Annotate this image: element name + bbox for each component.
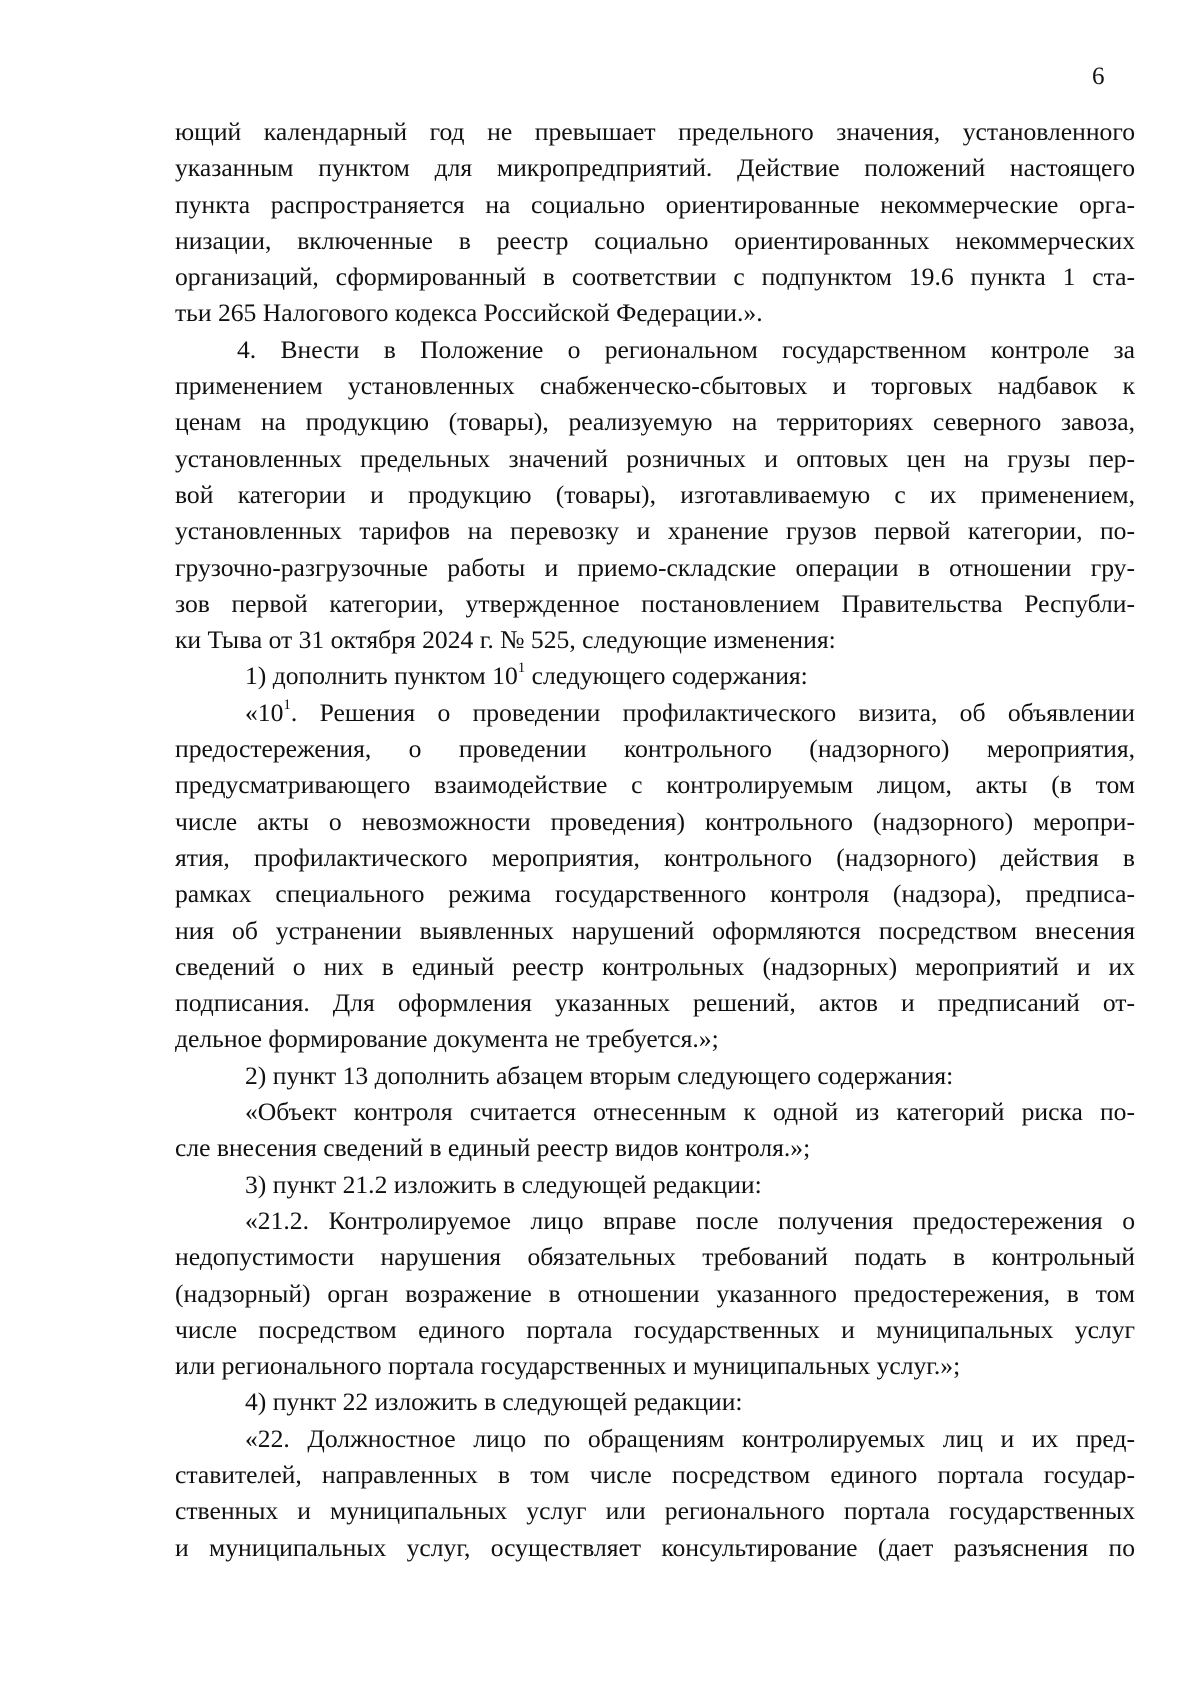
text-line: применением установленных снабженческо-сбытовых и торговых надбавок к [175,371,1135,401]
text-line: вой категории и продукцию (товары), изготавливаемую с их применением, [175,479,1135,509]
text-line: ющий календарный год не превышает предельного значения, установленного [175,117,1135,146]
text-line: 4. Внести в Положение о региональном государственном контроле за [237,334,1135,364]
text-line: дельное формирование документа не требуется.»; [175,1024,719,1054]
text-line: «21.2. Контролируемое лицо вправе после получения предостережения о [245,1205,1135,1235]
text-fragment: . Решения о проведении профилактического визита, об объявлении [290,697,1135,727]
text-line: и муниципальных услуг, осуществляет консультирование (дает разъяснения по [175,1532,1135,1562]
text-line: (надзорный) орган возражение в отношении указанного предостережения, в том [175,1278,1135,1308]
text-line: 2) пункт 13 дополнить абзацем вторым следующего содержания: [245,1060,954,1090]
text-line: недопустимости нарушения обязательных требований подать в контрольный [175,1242,1135,1272]
text-line: зов первой категории, утвержденное постановлением Правительства Республи- [175,588,1135,618]
text-line: числе акты о невозможности проведения) контрольного (надзорного) меропри- [175,806,1135,836]
text-line: числе посредством единого портала государственных и муниципальных услуг [175,1314,1135,1344]
text-line: сведений о них в единый реестр контрольных (надзорных) мероприятий и их [175,951,1135,981]
text-line: сле внесения сведений в единый реестр видов контроля.»; [175,1133,811,1163]
text-line: ственных и муниципальных услуг или регионального портала государственных [175,1496,1135,1526]
text-line: «22. Должностное лицо по обращениям контролируемых лиц и их пред- [245,1423,1135,1453]
text-line: организаций, сформированный в соответствии с подпунктом 19.6 пункта 1 ста- [175,262,1135,292]
text-line [175,658,1135,694]
text-line: подписания. Для оформления указанных решений, актов и предписаний от- [175,988,1135,1018]
text-line: предусматривающего взаимодействие с контролируемым лицом, акты (в том [175,770,1135,800]
text-line: 3) пункт 21.2 изложить в следующей редакции: [245,1169,762,1199]
text-line: указанным пунктом для микропредприятий. Действие положений настоящего [175,153,1135,183]
text-line: или регионального портала государственных и муниципальных услуг.»; [175,1351,961,1381]
text-fragment: следующего содержания: [525,661,808,691]
text-line: пункта распространяется на социально ориентированные некоммерческие орга- [175,189,1135,219]
text-line [175,695,1135,731]
text-line: 4) пункт 22 изложить в следующей редакции: [245,1387,743,1417]
superscript: 1 [517,660,526,677]
text-line: грузочно-разгрузочные работы и приемо-складские операции в отношении гру- [175,552,1135,582]
document-body [175,114,1135,1566]
text-line: ставителей, направленных в том числе посредством единого портала государ- [175,1459,1135,1489]
text-line: низации, включенные в реестр социально ориентированных некоммерческих [175,225,1135,255]
text-line: рамках специального режима государственного контроля (надзора), предписа- [175,879,1135,909]
text-fragment: «10 [245,697,284,727]
text-line: ятия, профилактического мероприятия, контрольного (надзорного) действия в [175,842,1135,872]
superscript: 1 [283,696,291,713]
text-line: тьи 265 Налогового кодекса Российской Федерации.». [175,298,763,328]
page-number: 6 [1092,63,1105,90]
text-line: «Объект контроля считается отнесенным к одной из категорий риска по- [245,1097,1135,1127]
text-line: ценам на продукцию (товары), реализуемую на территориях северного завоза, [175,407,1135,437]
text-fragment: 1) дополнить пунктом 10 [245,661,518,691]
text-line: установленных тарифов на перевозку и хранение грузов первой категории, по- [175,516,1135,546]
text-line: ния об устранении выявленных нарушений оформляются посредством внесения [175,915,1135,945]
text-line: предостережения, о проведении контрольного (надзорного) мероприятия, [175,734,1135,764]
text-line: установленных предельных значений розничных и оптовых цен на грузы пер- [175,443,1135,473]
text-line: ки Тыва от 31 октября 2024 г. № 525, следующие изменения: [175,625,836,655]
